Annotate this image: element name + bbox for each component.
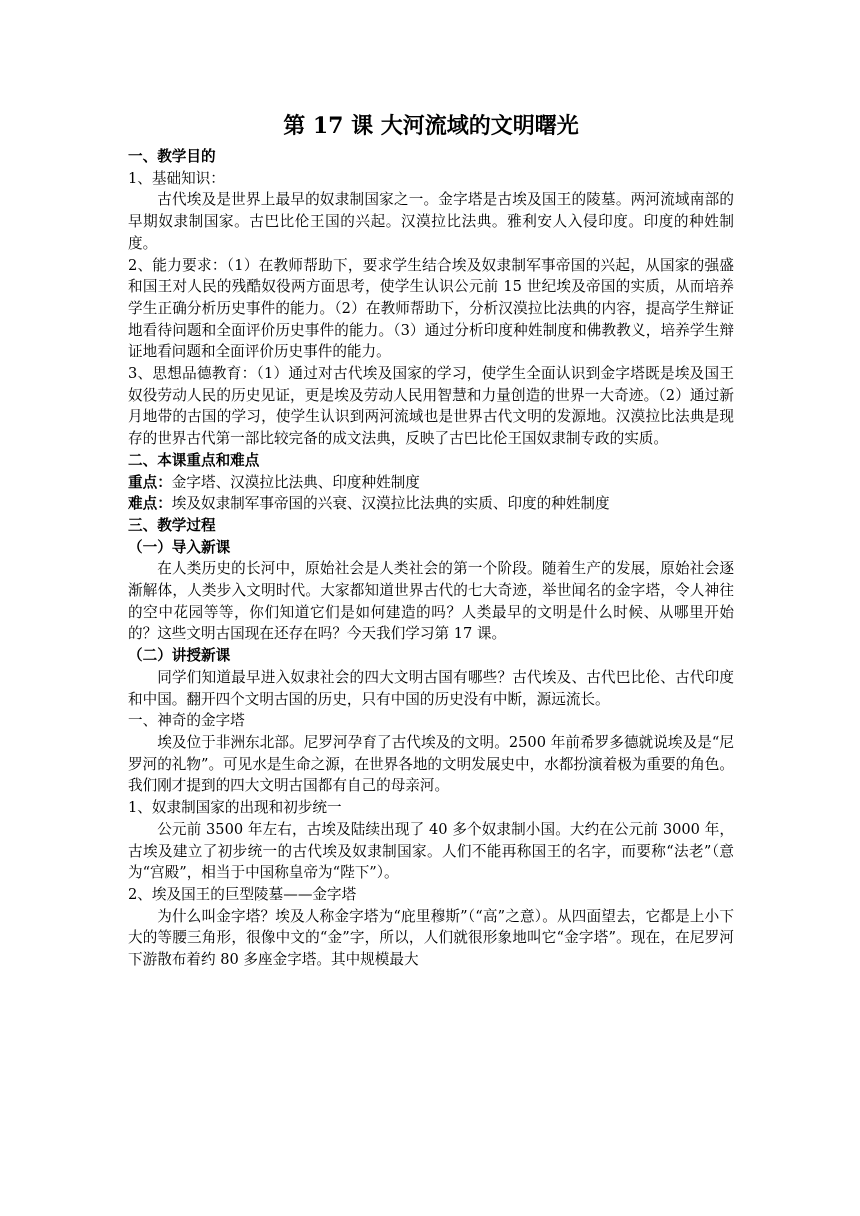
paragraph-moral-education: 3、思想品德教育：（1）通过对古代埃及国家的学习，使学生全面认识到金字塔既是埃及国王奴役劳动人民的历史见证，更是埃及劳动人民用智慧和力量创造的世界一大奇迹。（2）通过新月地带的古国的学习，使学生认识到两河流域也是世界古代文明的发源地。汉漠拉比法典是现存的世界古代第一部比较完备的成文法典，反映了古巴比伦王国奴隶制专政的实质。 <box>128 365 734 448</box>
subheading-pyramids: 一、神奇的金字塔 <box>128 712 245 730</box>
section-heading-objectives: 一、教学目的 <box>128 148 216 165</box>
paragraph-introduction: 在人类历史的长河中，原始社会是人类社会的第一个阶段。随着生产的发展，原始社会逐渐解体，人类步入文明时代。大家都知道世界古代的七大奇迹，举世闻名的金字塔，令人神往的空中花园等等，你们知道它们是如何建造的吗？人类最早的文明是什么时候、从哪里开始的？这些文明古国现在还存在吗？今天我们学习第 17 课。 <box>128 560 734 643</box>
paragraph-basic-knowledge: 古代埃及是世界上最早的奴隶制国家之一。金字塔是古埃及国王的陵墓。两河流域南部的早期奴隶制国家。古巴比伦王国的兴起。汉漠拉比法典。雅利安人入侵印度。印度的种姓制度。 <box>128 191 734 252</box>
key-points-label: 重点： <box>128 473 172 491</box>
key-points-text: 金字塔、汉漠拉比法典、印度种姓制度 <box>171 473 420 491</box>
section-heading-key-points: 二、本课重点和难点 <box>128 451 260 469</box>
subheading-basic-knowledge: 1、基础知识： <box>128 169 225 187</box>
subheading-tomb: 2、埃及国王的巨型陵墓——金字塔 <box>128 885 357 903</box>
subheading-new-lesson: （二）讲授新课 <box>128 647 231 665</box>
difficulties-text: 埃及奴隶制军事帝国的兴衰、汉漠拉比法典的实质、印度的种姓制度 <box>171 495 610 513</box>
paragraph-pyramids: 埃及位于非洲东北部。尼罗河孕育了古代埃及的文明。2500 年前希罗多德就说埃及是“尼罗河的礼物”。可见水是生命之源，在世界各地的文明发展史中，水都扮演着极为重要的角色。我们刚才提到的四大文明古国都有自己的母亲河。 <box>128 733 734 795</box>
page-title: 第 17 课 大河流域的文明曙光 <box>283 113 579 139</box>
key-points-line <box>128 472 734 494</box>
section-heading-teaching-process: 三、教学过程 <box>128 516 216 534</box>
document-page <box>128 110 734 971</box>
paragraph-slave-state: 公元前 3500 年左右，古埃及陆续出现了 40 多个奴隶制小国。大约在公元前 3000 年，古埃及建立了初步统一的古代埃及奴隶制国家。人们不能再称国王的名字，而要称“法老”（意为“宫殿”，相当于中国称皇帝为“陛下”）。 <box>128 820 734 882</box>
subheading-introduction: （一）导入新课 <box>128 538 231 556</box>
paragraph-tomb: 为什么叫金字塔？埃及人称金字塔为“庇里穆斯”（“高”之意）。从四面望去，它都是上小下大的等腰三角形，很像中文的“金”字，所以，人们就很形象地叫它“金字塔”。现在，在尼罗河下游散布着约 80 多座金字塔。其中规模最大 <box>128 907 734 969</box>
difficulties-line <box>128 493 734 515</box>
difficulties-label: 难点： <box>128 495 172 513</box>
paragraph-new-lesson: 同学们知道最早进入奴隶社会的四大文明古国有哪些？古代埃及、古代巴比伦、古代印度和中国。翻开四个文明古国的历史，只有中国的历史没有中断，源远流长。 <box>128 668 734 708</box>
subheading-slave-state: 1、奴隶制国家的出现和初步统一 <box>128 799 342 817</box>
paragraph-ability: 2、能力要求：（1）在教师帮助下，要求学生结合埃及奴隶制军事帝国的兴起，从国家的强盛和国王对人民的残酷奴役两方面思考，使学生认识公元前 15 世纪埃及帝国的实质，从而培养学生正确分析历史事件的能力。（2）在教师帮助下，分析汉漠拉比法典的内容，提高学生辩证地看待问题和全面评价历史事件的能力。（3）通过分析印度种姓制度和佛教教义，培养学生辩证地看问题和全面评价历史事件的能力。 <box>128 256 734 361</box>
